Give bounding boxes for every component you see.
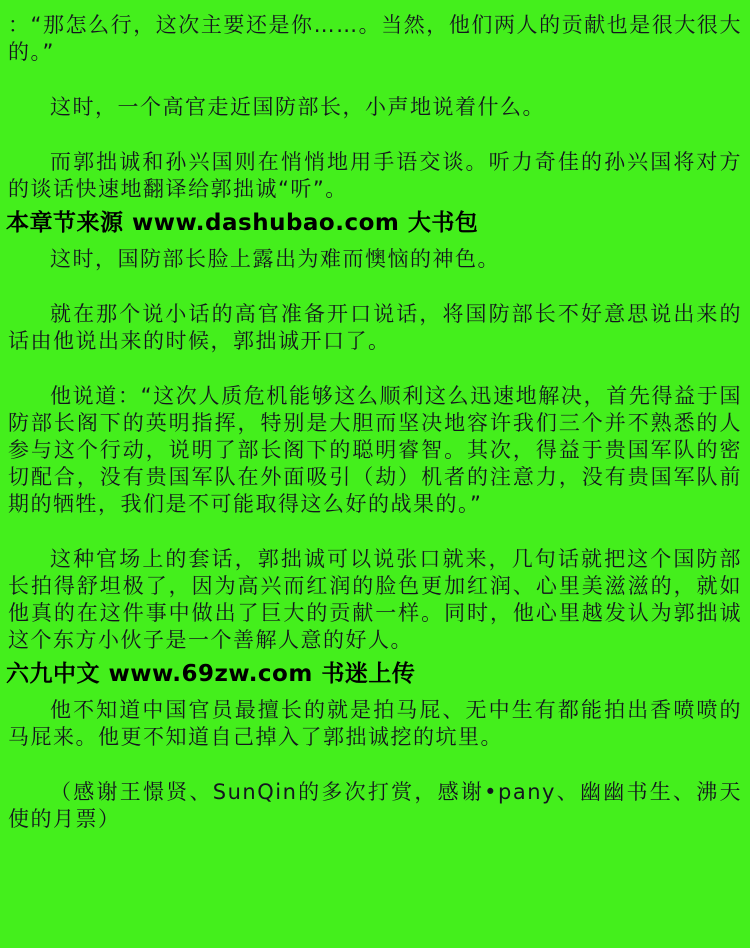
novel-paragraph: 而郭拙诚和孙兴国则在悄悄地用手语交谈。听力奇佳的孙兴国将对方的谈话快速地翻译给郭拙诚“听”。 xyxy=(8,150,742,201)
watermark-line: 本章节来源 www.dashubao.com 大书包 xyxy=(6,210,479,236)
novel-paragraph: 这时，国防部长脸上露出为难而懊恼的神色。 xyxy=(50,247,500,271)
watermark-line: 六九中文 www.69zw.com 书迷上传 xyxy=(6,661,416,687)
novel-paragraph: ：“那怎么行，这次主要还是你……。当然，他们两人的贡献也是很大很大的。” xyxy=(8,13,742,64)
novel-paragraph: 这时，一个高官走近国防部长，小声地说着什么。 xyxy=(50,95,545,119)
novel-paragraph: 这种官场上的套话，郭拙诚可以说张口就来，几句话就把这个国防部长拍得舒坦极了，因为高兴而红润的脸色更加红润、心里美滋滋的，就如他真的在这件事中做出了巨大的贡献一样。同时，他心里越发认为郭拙诚这个东方小伙子是一个善解人意的好人。 xyxy=(8,547,742,652)
novel-paragraph: 他不知道中国官员最擅长的就是拍马屁、无中生有都能拍出香喷喷的马屁来。他更不知道自己掉入了郭拙诚挖的坑里。 xyxy=(8,698,742,749)
novel-paragraph: （感谢王憬贤、SunQin的多次打赏，感谢•pany、幽幽书生、沸天使的月票） xyxy=(8,780,742,831)
novel-paragraph: 就在那个说小话的高官准备开口说话，将国防部长不好意思说出来的话由他说出来的时候，郭拙诚开口了。 xyxy=(8,302,742,353)
novel-paragraph: 他说道：“这次人质危机能够这么顺利这么迅速地解决，首先得益于国防部长阁下的英明指挥，特别是大胆而坚决地容许我们三个并不熟悉的人参与这个行动，说明了部长阁下的聪明睿智。其次，得益于贵国军队的密切配合，没有贵国军队在外面吸引（劫）机者的注意力，没有贵国军队前期的牺牲，我们是不可能取得这么好的战果的。” xyxy=(8,384,742,516)
